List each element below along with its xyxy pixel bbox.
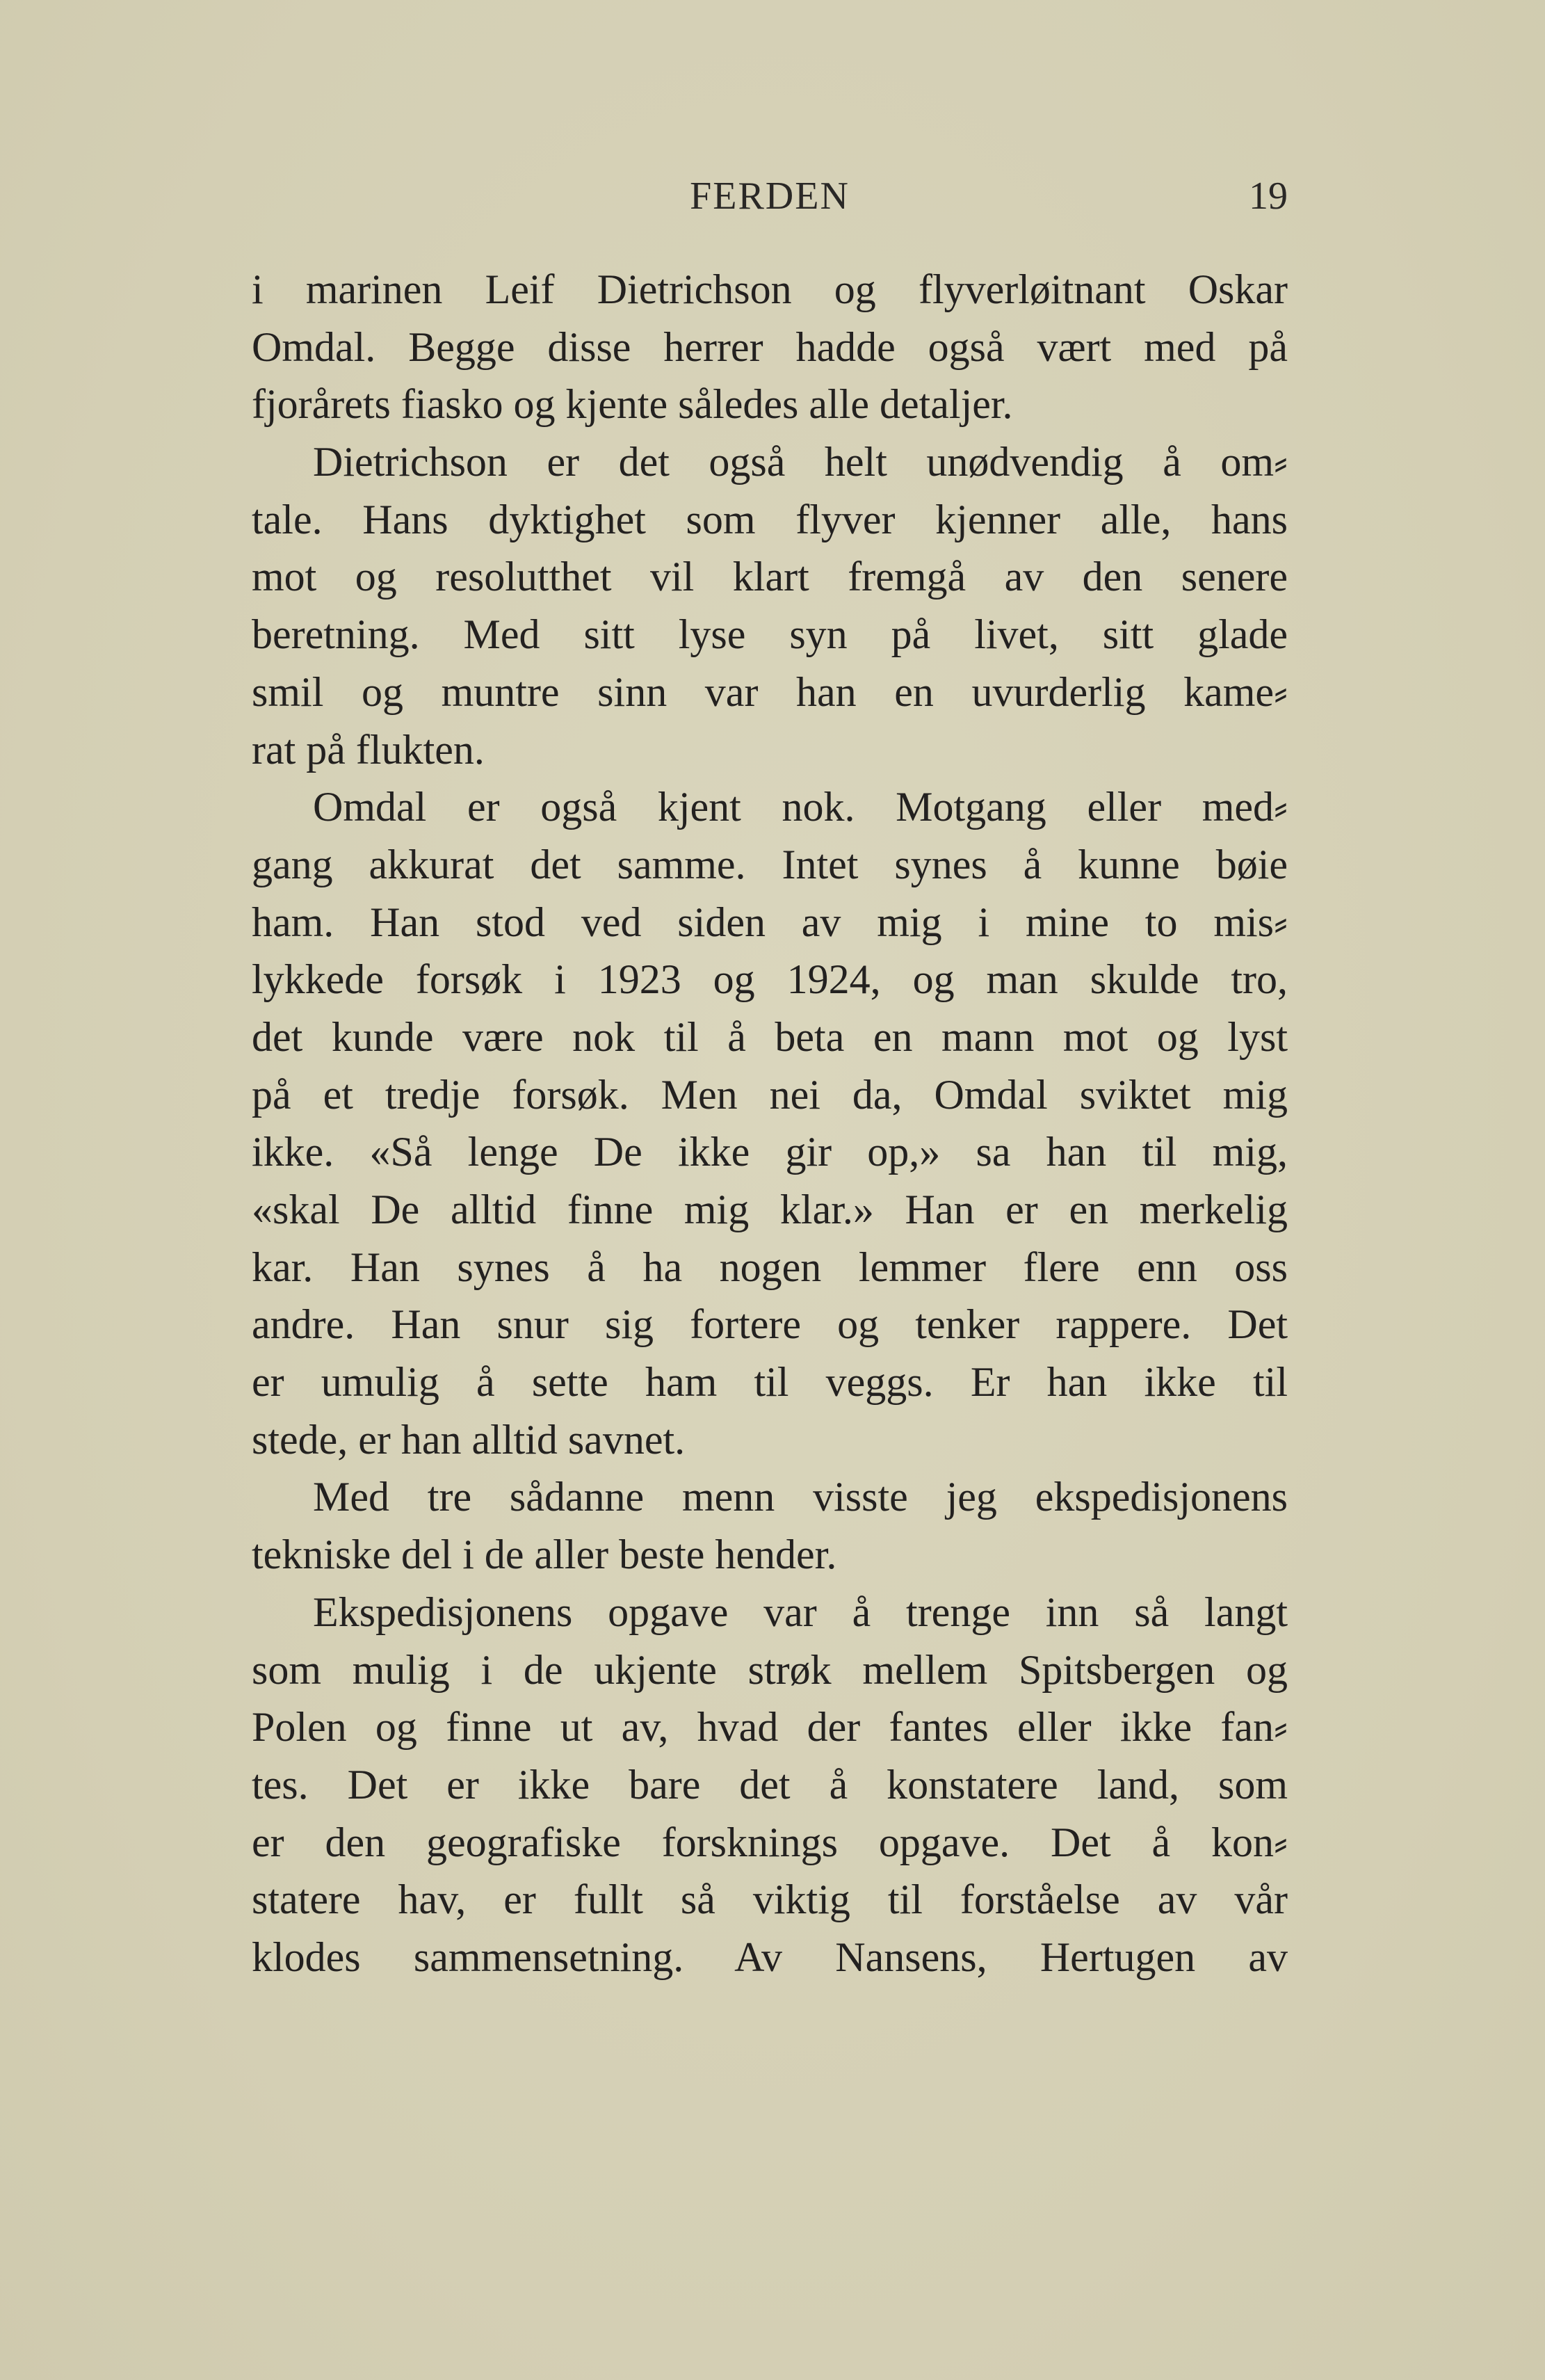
text-line: i marinen Leif Dietrichson og flyverløitnant Oskar (252, 266, 1288, 312)
text-line: lykkede forsøk i 1923 og 1924, og man skulde tro, (252, 956, 1288, 1003)
text-line: som mulig i de ukjente strøk mellem Spitsbergen og (252, 1646, 1288, 1693)
running-title: FERDEN (690, 175, 850, 218)
page-header (252, 174, 1288, 236)
text-line: «skal De alltid finne mig klar.» Han er en merkelig (252, 1187, 1288, 1232)
text-line: andre. Han snur sig fortere og tenker rappere. Det (252, 1301, 1288, 1348)
text-line: Med tre sådanne menn visste jeg ekspedisjonens (313, 1474, 1288, 1520)
text-line: mot og resolutthet vil klart fremgå av den senere (252, 554, 1288, 600)
body-text (252, 261, 1288, 1986)
text-line: ikke. «Så lenge De ikke gir op,» sa han til mig, (252, 1129, 1288, 1175)
text-line: rat på flukten. (252, 726, 485, 773)
text-line: kar. Han synes å ha nogen lemmer flere enn oss (252, 1244, 1288, 1290)
text-line: tekniske del i de aller beste hender. (252, 1531, 837, 1578)
text-line: på et tredje forsøk. Men nei da, Omdal sviktet mig (252, 1071, 1288, 1118)
text-line: Dietrichson er det også helt unødvendig å om⸗ (313, 439, 1288, 485)
text-line: statere hav, er fullt så viktig til forståelse av vår (252, 1876, 1288, 1923)
text-line: gang akkurat det samme. Intet synes å kunne bøie (252, 841, 1288, 887)
text-line: ham. Han stod ved siden av mig i mine to mis⸗ (252, 899, 1288, 945)
text-line: er den geografiske forsknings opgave. Det å kon⸗ (252, 1819, 1288, 1865)
text-line: beretning. Med sitt lyse syn på livet, sitt glade (252, 611, 1288, 658)
text-line: Omdal er også kjent nok. Motgang eller med⸗ (313, 784, 1288, 830)
text-line: er umulig å sette ham til veggs. Er han ikke til (252, 1359, 1288, 1406)
text-line: tale. Hans dyktighet som flyver kjenner alle, hans (252, 496, 1288, 542)
text-line: Ekspedisjonens opgave var å trenge inn så langt (313, 1589, 1288, 1635)
text-line: smil og muntre sinn var han en uvurderlig kame⸗ (252, 668, 1288, 715)
text-line: klodes sammensetning. Av Nansens, Hertugen av (252, 1933, 1288, 1980)
text-line: fjorårets fiasko og kjente således alle detaljer. (252, 381, 1013, 428)
text-line: stede, er han alltid savnet. (252, 1416, 686, 1463)
page-number: 19 (1249, 175, 1288, 218)
text-line: tes. Det er ikke bare det å konstatere land, som (252, 1761, 1288, 1808)
text-line: Polen og finne ut av, hvad der fantes eller ikke fan⸗ (252, 1704, 1288, 1751)
text-line: Omdal. Begge disse herrer hadde også vært med på (252, 323, 1288, 370)
text-line: det kunde være nok til å beta en mann mot og lyst (252, 1013, 1288, 1060)
